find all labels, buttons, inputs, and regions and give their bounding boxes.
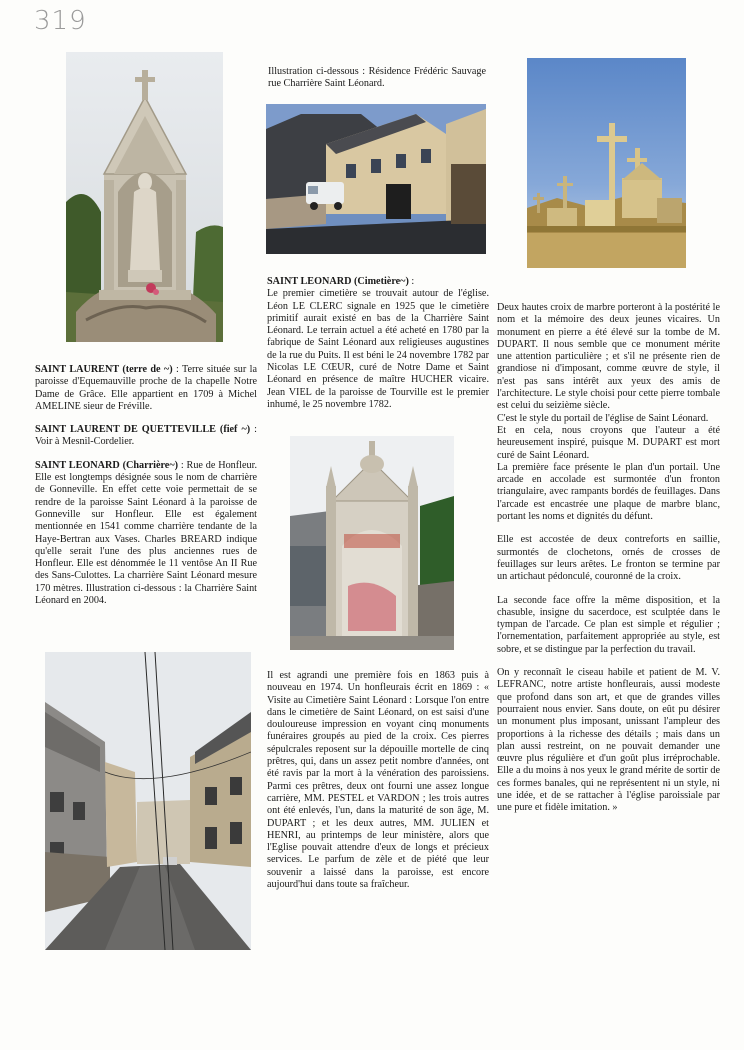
heading-saint-laurent: SAINT LAURENT (terre de ~) bbox=[35, 364, 173, 375]
statue-calvary-photo bbox=[66, 52, 223, 342]
text-style-portail: C'est le style du portail de l'église de Saint Léonard. bbox=[497, 412, 709, 424]
text-contreforts: Elle est accostée de deux contreforts en saillie, surmontés de clochetons, ornés de crosses de feuillages sur leurs arêtes. Le fronton se termine par un artichaut pédonculé, couronné de la croix. bbox=[497, 534, 720, 583]
heading-saint-leonard-cimetiere: SAINT LEONARD (Cimetière~) bbox=[267, 276, 409, 287]
residence-photo bbox=[266, 104, 486, 254]
column-2-cimetiere-text bbox=[267, 276, 489, 411]
entry-saint-laurent bbox=[35, 364, 257, 413]
text-heureusement-inspire: Et en cela, nous croyons que l'auteur a été heureusement inspiré, puisque M. DUPART est mort curé de Saint Léonard. bbox=[497, 424, 720, 461]
text-cimetiere-history: Le premier cimetière se trouvait autour de l'église. Léon LE CLERC signale en 1925 que le cimetière primitif aurait existé en bas de la Charrière Saint Léonard. Le terrain actuel a été acheté en 1780 par la fabrique de Saint Léonard aux religieuses augustines de la rue du Puits. Il est béni le 24 novembre 1782 par Nicolas LE CŒUR, curé de Notre Dame et Saint Léonard en présence de maître HUCHER vicaire. Jean VIEL de la paroisse de Tourville est le premier inhumé, le 25 novembre 1782. bbox=[267, 288, 489, 410]
page-number: 319 bbox=[34, 6, 87, 36]
heading-suffix: : bbox=[408, 276, 415, 287]
dupart-tomb-photo bbox=[290, 436, 454, 650]
heading-saint-laurent-quetteville: SAINT LAURENT DE QUETTEVILLE (fief ~) bbox=[35, 424, 251, 436]
text-saint-laurent-quetteville: : Voir à Mesnil-Cordelier. bbox=[35, 424, 257, 448]
column-3-text bbox=[497, 302, 720, 815]
text-saint-leonard-charriere: : Rue de Honfleur. Elle est longtemps désignée sous le nom de charrière de Gonneville. En effet cette voie permettait de se rendre de la paroisse Saint Léonard à la paroisse de Gonneville sur Honfleur. Elle est également mentionnée en 1541 comme charrière tendante de la Haye-Bertran aux Vases. Charles BREARD indique qu'elle serait l'une des plus anciennes rues de Honfleur. Elle est dénommée le 11 ventôse An II Rue des Sans-Culottes. La charrière Saint Léonard mesure 170 mètres. Illustration ci-dessous : la Charrière Saint Léonard en 2004. bbox=[35, 459, 257, 607]
text-lefranc: On y reconnaît le ciseau habile et patient de M. V. LEFRANC, notre artiste honfleurais, aussi modeste que profond dans son art, et que de grandes villes pourraient nous envier. Sans doute, on eût pu désirer un monument plus imposant, unissant l'ampleur des proportions à la richesse des détails ; mais dans un plan aussi restreint, on ne pouvait demander une œuvre plus régulière et d'un goût plus irréprochable. Elle a du moins à nos yeux le grand mérite de sortir de ces formes banales, qui ne représentent ni un style, ni une idée, et de se rattacher à l'église paroissiale par une pure et fidèle imitation. » bbox=[497, 667, 720, 814]
column-1-text bbox=[35, 364, 257, 607]
text-seconde-face: La seconde face offre la même disposition, et la chasuble, insigne du sacerdoce, est sculptée dans le tympan de l'arcade. Ce plan est simple et régulier ; l'ornementation, parfaitement appropriée au style, est sobre, et se distingue par la perfection du travail. bbox=[497, 594, 720, 655]
residence-caption: Illustration ci-dessous : Résidence Frédéric Sauvage rue Charrière Saint Léonard. bbox=[268, 66, 486, 90]
text-premiere-face: La première face présente le plan d'un portail. Une arcade en accolade est surmontée d'un fronton triangulaire, avec rampants bordés de feuillages. Dans l'arcade est encastrée une plaque de marbre blanc, portant les noms et dignités du défunt. bbox=[497, 461, 720, 523]
entry-saint-leonard-charriere bbox=[35, 460, 257, 608]
entry-saint-laurent-quetteville bbox=[35, 424, 257, 449]
cemetery-crosses-photo bbox=[527, 58, 686, 268]
heading-saint-leonard-charriere: SAINT LEONARD (Charrière~) bbox=[35, 459, 179, 471]
text-saint-laurent: : Terre située sur la paroisse d'Equemauville proche de la chapelle Notre Dame de Grâce. Elle appartient en 1709 à Michel AMELINE sieur de Fréville. bbox=[35, 364, 257, 412]
column-2-agrandi-text: Il est agrandi une première fois en 1863 puis à nouveau en 1974. Un honfleurais écrit en 1869 : « Visite au Cimetière Saint Léonard : Lorsque l'on entre dans le cimetière de Saint Léonard, on est saisi d'une douloureuse impression en voyant cinq monuments funéraires groupés au pied de la croix. Ces pierres sépulcrales reposent sur la dépouille mortelle de cinq prêtres, qui, dans un assez petit nombre d'années, ont été ravis par la mort à la vénération des paroissiens. Parmi ces prêtres, deux ont fourni une assez longue carrière, MM. PESTEL et VARDON ; les trois autres ont été enlevés, l'un, dans la maturité de son âge, M. DUPART ; et les deux autres, MM. JULIEN et HENRI, au printemps de leur ministère, alors que l'Eglise pouvait attendre d'eux de longs et précieux services. Le parfum de zèle et de piété que leur souvenir a laissé dans la paroisse, est encore aujourd'hui dans toute sa fraîcheur. bbox=[267, 670, 489, 891]
text-deux-croix: Deux hautes croix de marbre porteront à la postérité le nom et la mémoire des deux jeunes vicaires. Un monument en pierre a été élevé sur la tombe de M. DUPART. Il nous semble que ce monument mérite une attention particulière ; et s'il ne présente rien de grandiose ni d'imposant, comme œuvre de style, il n'est pas sans intérêt aux yeux des amis de l'architecture. Le style choisi pour cette pierre tombale est celui du seizième siècle. bbox=[497, 302, 720, 412]
charriere-street-photo bbox=[45, 652, 251, 950]
